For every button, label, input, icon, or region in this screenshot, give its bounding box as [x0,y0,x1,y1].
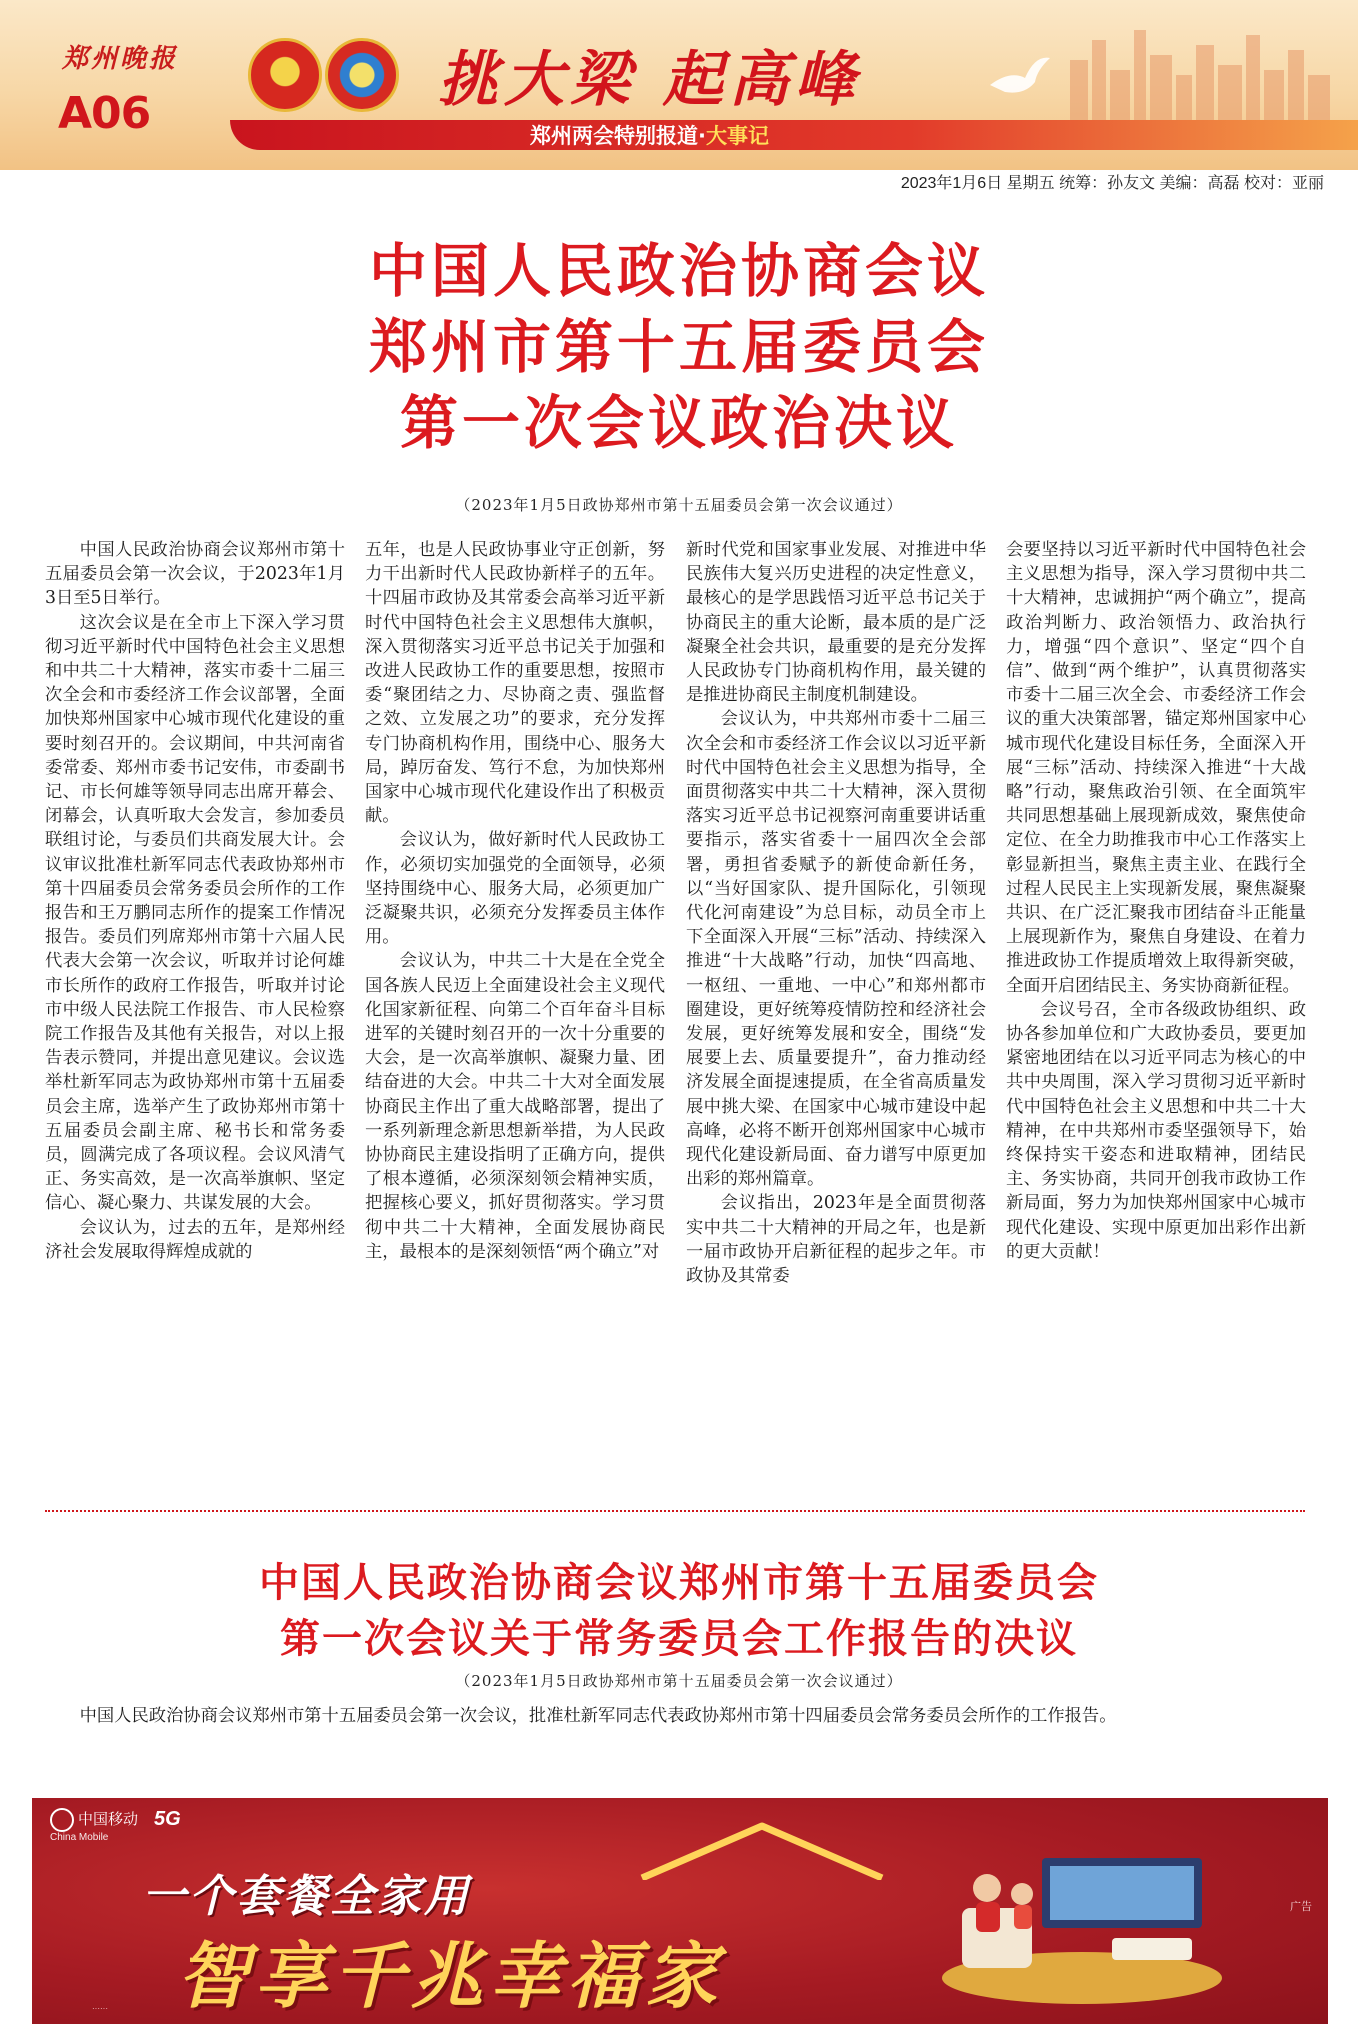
article1-column-4 [1006,538,1306,1264]
paragraph: 会议指出，2023年是全面贯彻落实中共二十大精神的开局之年，也是新一届市政协开启新征程的起步之年。市政协及其常委 [686,1193,986,1287]
ad-headline: 一个套餐全家用 [142,1871,471,1922]
article1-title-line3: 第一次会议政治决议 [399,389,958,457]
article2-body [45,1703,1307,1729]
house-roof-icon [632,1820,892,1880]
section-subtitle-tag: 大事记 [705,124,769,148]
china-mobile-logo [50,1808,138,1843]
ad-brand-en: China Mobile [50,1832,109,1844]
page-number: A06 [58,88,151,139]
paragraph: 会议认为，中共二十大是在全党全国各族人民迈上全面建设社会主义现代化国家新征程、向第二个百年奋斗目标进军的关键时刻召开的一次十分重要的大会，是一次高举旗帜、凝聚力量、团结奋进的大会。中共二十大对全面发展协商民主作出了重大战略部署，提出了一系列新理念新思想新举措，为人民政协协商民主建设指明了正确方向，提供了根本遵循，必须深刻领会精神实质，把握核心要义，抓好贯彻落实。学习贯彻中共二十大精神，全面发展协商民主，最根本的是深刻领悟“两个确立”对 [365,951,665,1262]
article1-title-line1: 中国人民政治协商会议 [368,237,989,305]
china-mobile-logo-icon [50,1808,74,1832]
city-skyline-icon [1060,20,1340,120]
paragraph: 中国人民政治协商会议郑州市第十五届委员会第一次会议，批准杜新军同志代表政协郑州市第十四届委员会常务委员会所作的工作报告。 [79,1706,1117,1726]
section-divider [45,1510,1305,1512]
paragraph: 新时代党和国家事业发展、对推进中华民族伟大复兴历史进程的决定性意义，最核心的是学思践悟习近平总书记关于协商民主的重大论断，最本质的是广泛凝聚全社会共识，最重要的是充分发挥人民政协专门协商机构作用，最关键的是推进协商民主制度机制建设。 [686,540,986,706]
paragraph: 五年，也是人民政协事业守正创新，努力干出新时代人民政协新样子的五年。十四届市政协及其常委会高举习近平新时代中国特色社会主义思想伟大旗帜，深入贯彻落实习近平总书记关于加强和改进人民政协工作的重要思想，按照市委“聚团结之力、尽协商之责、强监督之效、立发展之功”的要求，充分发挥专门协商机构作用，围绕中心、服务大局，踔厉奋发、笃行不怠，为加快郑州国家中心城市现代化建设作出了积极贡献。 [365,540,665,827]
paragraph: 中国人民政治协商会议郑州市第十五届委员会第一次会议，于2023年1月3日至5日举行。 [45,540,345,609]
family-living-room-illustration [932,1828,1232,2008]
article1-column-2 [365,538,665,1264]
dove-icon [985,50,1055,105]
article2-title-line1: 中国人民政治协商会议郑州市第十五届委员会 [259,1560,1099,1606]
paragraph: 会议认为，做好新时代人民政协工作，必须切实加强党的全面领导，必须坚持围绕中心、服务大局，必须更加广泛凝聚共识，必须充分发挥委员主体作用。 [365,830,665,948]
ad-fine-print: ······ [92,2004,108,2013]
article2-title-line2: 第一次会议关于常务委员会工作报告的决议 [280,1616,1078,1662]
section-subtitle: 郑州两会特别报道·大事记 [530,124,769,148]
paragraph: 会议认为，中共郑州市委十二届三次全会和市委经济工作会议以习近平新时代中国特色社会主义思想为指导，全面贯彻落实中共二十大精神，深入贯彻落实习近平总书记视察河南重要讲话重要指示，落实省委十一届四次全会部署，勇担省委赋予的新使命新任务，以“当好国家队、提升国际化，引领现代化河南建设”为总目标，动员全市上下全面深入开展“三标”活动、持续深入推进“十大战略”行动，加快“四高地、一枢纽、一重地、一中心”和郑州都市圈建设，更好统筹疫情防控和经济社会发展，更好统筹发展和安全，围绕“发展要上去、质量要提升”，奋力推动经济发展全面提速提质，在全省高质量发展中挑大梁、在国家中心城市建设中起高峰，必将不断开创郑州国家中心城市现代化建设新局面、奋力谱写中原更加出彩的郑州篇章。 [686,709,986,1190]
ad-brand: 中国移动 [78,1811,139,1828]
section-subtitle-main: 郑州两会特别报道 [530,124,698,148]
ad-5g-tag: 5G [154,1808,181,1830]
article1-column-3 [686,538,986,1288]
ad-badge: 广告 [1290,1901,1312,1913]
paragraph: 会议认为，过去的五年，是郑州经济社会发展取得辉煌成就的 [45,1217,345,1262]
article1-passed-note: （2023年1月5日政协郑州市第十五届委员会第一次会议通过） [455,496,903,514]
article1-title-line2: 郑州市第十五届委员会 [368,313,989,381]
paragraph: 这次会议是在全市上下深入学习贯彻习近平新时代中国特色社会主义思想和中共二十大精神，落实市委十二届三次全会和市委经济工作会议部署，全面加快郑州国家中心城市现代化建设的重要时刻召开的。会议期间，中共河南省委常委、郑州市委书记安伟，市委副书记、市长何雄等领导同志出席开幕会、闭幕会，认真听取大会发言，参加委员联组讨论，与委员们共商发展大计。会议审议批准杜新军同志代表政协郑州市第十四届委员会常务委员会所作的工作报告和王万鹏同志所作的提案工作情况报告。委员们列席郑州市第十六届人民代表大会第一次会议，听取并讨论何雄市长所作的政府工作报告，听取并讨论市中级人民法院工作报告、市人民检察院工作报告及其他有关报告，对以上报告表示赞同，并提出意见建议。会议选举杜新军同志为政协郑州市第十五届委员会主席，选举产生了政协郑州市第十五届委员会副主席、秘书长和常务委员，圆满完成了各项议程。会议风清气正、务实高效，是一次高举旗帜、坚定信心、凝心聚力、共谋发展的大会。 [45,612,345,1214]
page-header [0,0,1358,170]
article2-passed-note: （2023年1月5日政协郑州市第十五届委员会第一次会议通过） [455,1672,903,1690]
header-red-band [230,120,1358,150]
china-mobile-advertisement[interactable] [32,1798,1328,2024]
national-emblem-icon [248,38,322,112]
masthead: 郑州晚报 [62,44,179,74]
section-title: 挑大梁 起高峰 [438,45,861,115]
paragraph: 会议号召，全市各级政协组织、政协各参加单位和广大政协委员，要更加紧密地团结在以习近平同志为核心的中共中央周围，深入学习贯彻习近平新时代中国特色社会主义思想和中共二十大精神，在中共郑州市委坚强领导下，始终保持实干姿态和进取精神，团结民主、务实协商，共同开创我市政协工作新局面，努力为加快郑州国家中心城市现代化建设、实现中原更加出彩作出新的更大贡献！ [1006,999,1306,1262]
ad-slogan: 智享千兆幸福家 [177,1934,724,2018]
cppcc-emblem-icon [325,38,399,112]
article1-column-1 [45,538,345,1264]
byline: 2023年1月6日 星期五 统筹：孙友文 美编：高磊 校对：亚丽 [900,175,1324,192]
paragraph: 会要坚持以习近平新时代中国特色社会主义思想为指导，深入学习贯彻中共二十大精神，忠诚拥护“两个确立”，提高政治判断力、政治领悟力、政治执行力，增强“四个意识”、坚定“四个自信”、做到“两个维护”，认真贯彻落实市委十二届三次全会、市委经济工作会议的重大决策部署，锚定郑州国家中心城市现代化建设目标任务，全面深入开展“三标”活动、持续深入推进“十大战略”行动，聚焦政治引领、在全面筑牢共同思想基础上展现新成效，聚焦使命定位、在全力助推我市中心工作落实上彰显新担当，聚焦主责主业、在践行全过程人民民主上实现新发展，聚焦凝聚共识、在广泛汇聚我市团结奋斗正能量上展现新作为，聚焦自身建设、在着力推进政协工作提质增效上取得新突破，全面开启团结民主、务实协商新征程。 [1006,540,1306,996]
